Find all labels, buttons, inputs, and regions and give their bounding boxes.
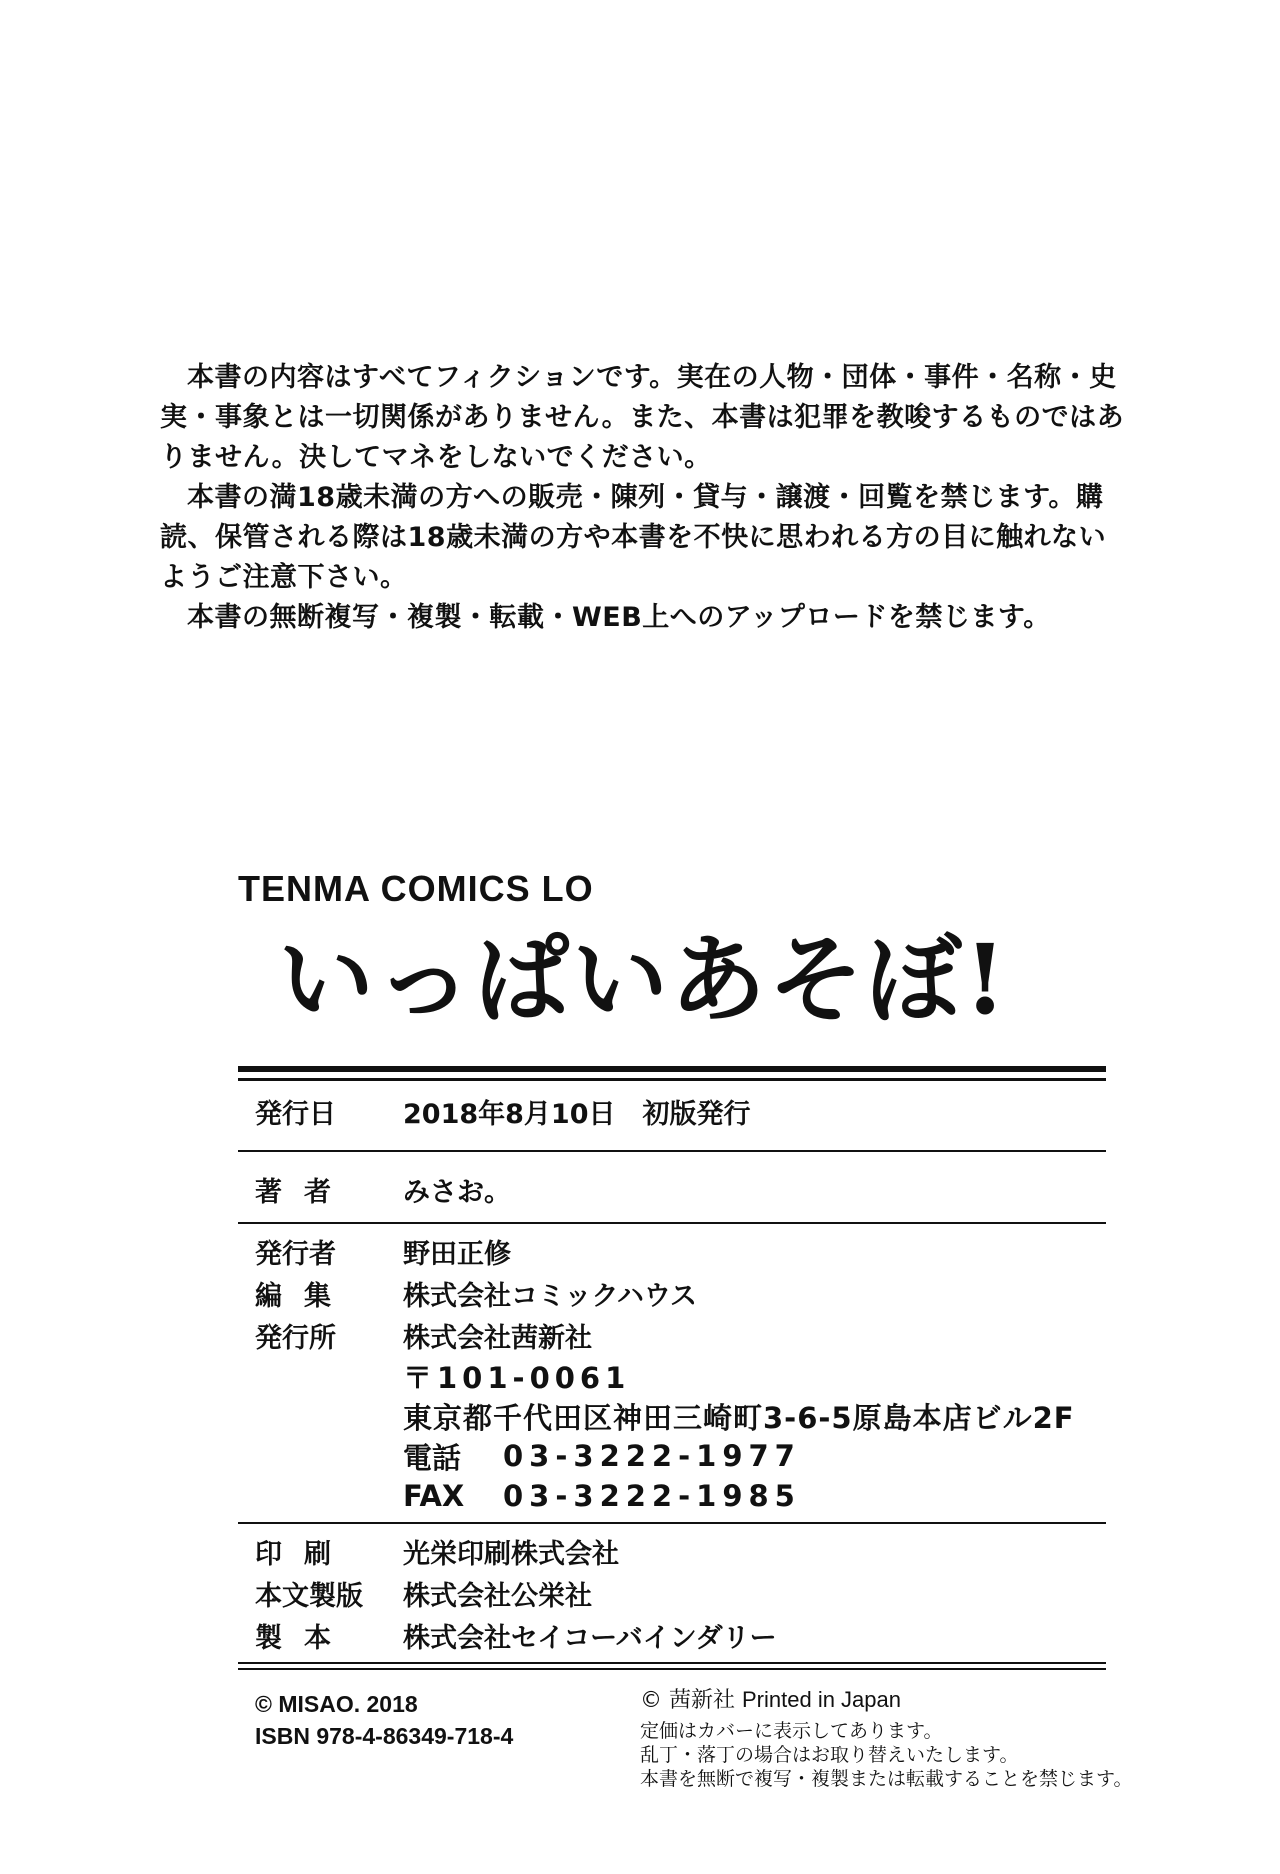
issue-date-value: 2018年8月10日 初版発行 [403, 1098, 751, 1130]
tel-label: 電話 [403, 1440, 462, 1475]
content-notice [160, 358, 1130, 638]
binding-label: 製本 [255, 1622, 353, 1654]
issue-date-row [255, 1090, 1115, 1132]
fiction-disclaimer: 本書の内容はすべてフィクションです。実在の人物・団体・事件・名称・史実・事象とは一切関係がありません。また、本書は犯罪を教唆するものではありません。決してマネをしないでください。 [160, 362, 1125, 473]
divider-5 [238, 1668, 1106, 1670]
publisher-copyright-line [640, 1688, 1132, 1713]
divider-2 [238, 1222, 1106, 1224]
price-note: 定価はカバーに表示してあります。 [640, 1720, 943, 1742]
postal-code: 〒101-0061 [403, 1360, 631, 1395]
copy-prohibition-notice: 本書の無断複写・複製・転載・WEB上へのアップロードを禁じます。 [187, 602, 1051, 633]
tel-number: 03-3222-1977 [503, 1439, 801, 1473]
publisher-value: 野田正修 [403, 1238, 511, 1270]
title-rule-thin [238, 1078, 1106, 1081]
printing-value: 光栄印刷株式会社 [403, 1538, 619, 1570]
tel-row [255, 1436, 1115, 1476]
series-name: TENMA COMICS LO [238, 868, 594, 909]
typesetting-label: 本文製版 [255, 1580, 363, 1612]
issue-date-label: 発行日 [255, 1098, 336, 1130]
author-label: 著者 [255, 1176, 353, 1208]
editor-row [255, 1272, 1115, 1314]
binding-row [255, 1614, 1115, 1656]
copy-note: 本書を無断で複写・複製または転載することを禁じます。 [640, 1768, 1133, 1790]
divider-3 [238, 1522, 1106, 1524]
typesetting-value: 株式会社公栄社 [403, 1580, 592, 1612]
isbn: ISBN 978-4-86349-718-4 [255, 1723, 514, 1749]
author-value: みさお。 [403, 1176, 511, 1208]
printed-in-japan: Printed in Japan [742, 1687, 901, 1712]
editor-label: 編集 [255, 1280, 353, 1312]
office-label: 発行所 [255, 1322, 336, 1354]
author-copyright: © MISAO. 2018 [255, 1691, 418, 1717]
publisher-block [255, 1230, 1115, 1516]
issue-block [255, 1090, 1115, 1132]
author-block [255, 1168, 1115, 1210]
typesetting-row [255, 1572, 1115, 1614]
replacement-note: 乱丁・落丁の場合はお取り替えいたします。 [640, 1744, 1019, 1766]
author-row [255, 1168, 1115, 1210]
address: 東京都千代田区神田三崎町3-6-5原島本店ビル2F [403, 1400, 1075, 1435]
fax-row [255, 1476, 1115, 1516]
office-value: 株式会社茜新社 [403, 1322, 592, 1354]
binding-value: 株式会社セイコーバインダリー [403, 1622, 777, 1654]
printing-row [255, 1530, 1115, 1572]
fax-number: 03-3222-1985 [503, 1479, 801, 1513]
editor-value: 株式会社コミックハウス [403, 1280, 698, 1312]
colophon-left [255, 1688, 513, 1752]
publisher-row [255, 1230, 1115, 1272]
printing-label: 印刷 [255, 1538, 353, 1570]
colophon-right [640, 1688, 1132, 1791]
office-row [255, 1314, 1115, 1356]
title-rule-thick [238, 1066, 1106, 1072]
book-title: いっぱいあそぼ! [278, 923, 1009, 1036]
publisher-label: 発行者 [255, 1238, 336, 1270]
divider-4 [238, 1662, 1106, 1664]
production-block [255, 1530, 1115, 1656]
fax-label: FAX [403, 1479, 465, 1513]
age-restriction-notice: 本書の満18歳未満の方への販売・陳列・貸与・譲渡・回覧を禁じます。購読、保管される際は18歳未満の方や本書を不快に思われる方の目に触れないようご注意下さい。 [160, 482, 1107, 593]
publisher-copyright: © 茜新社 [640, 1688, 735, 1713]
divider-1 [238, 1150, 1106, 1152]
